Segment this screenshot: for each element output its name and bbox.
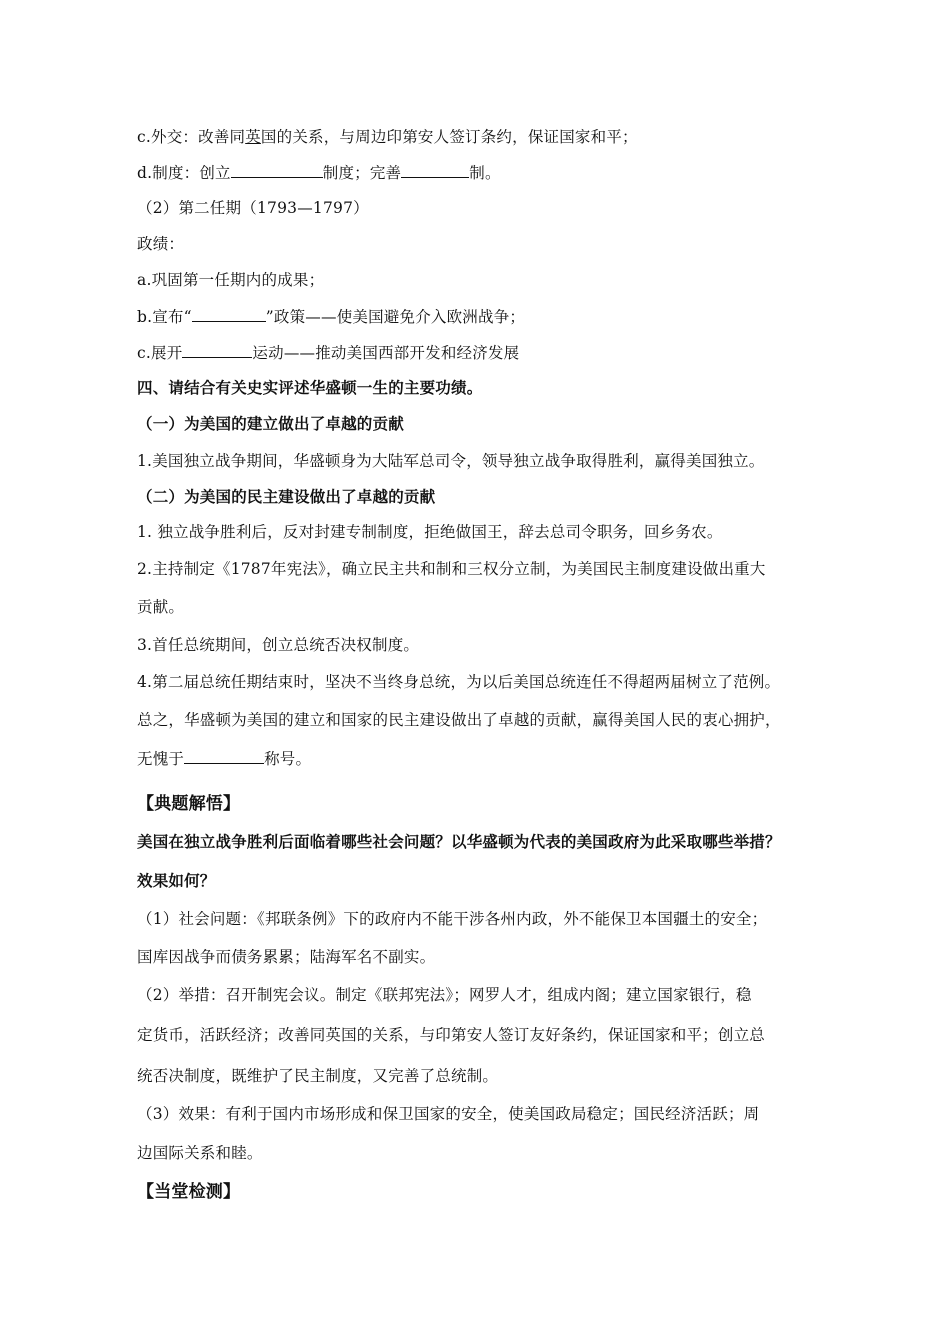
example-heading: 【典题解悟】 [137, 794, 241, 814]
summary-line: 总之，华盛顿为美国的建立和国家的民主建设做出了卓越的贡献，赢得美国人民的衷心拥护， [137, 711, 781, 729]
answer-line: （3）效果：有利于国内市场形成和保卫国家的安全，使美国政局稳定；国民经济活跃；周 [137, 1105, 760, 1123]
subsection-title: （一）为美国的建立做出了卓越的贡献 [137, 415, 404, 433]
check-heading: 【当堂检测】 [137, 1182, 241, 1202]
fill-blank[interactable] [182, 342, 252, 358]
text-segment: 制度；完善 [322, 164, 402, 182]
line-declare [137, 306, 525, 327]
list-item: 1.美国独立战争期间，华盛顿身为大陆军总司令，领导独立战争取得胜利，赢得美国独立。 [137, 452, 765, 470]
text-segment: c.展开 [137, 344, 183, 362]
summary-line [137, 748, 311, 769]
fill-blank[interactable] [231, 162, 323, 178]
text-segment: 称号。 [264, 750, 312, 768]
subsection-title: （二）为美国的民主建设做出了卓越的贡献 [137, 488, 436, 506]
line-launch [137, 342, 519, 363]
answer-line: （1）社会问题：《邦联条例》下的政府内不能干涉各州内政，外不能保卫本国疆土的安全； [137, 910, 768, 928]
answer-line: （2）举措：召开制宪会议。制定《联邦宪法》；网罗人才，组成内阁；建立国家银行，稳 [137, 986, 752, 1004]
answer-line: 定货币，活跃经济；改善同英国的关系，与印第安人签订友好条约，保证国家和平；创立总 [137, 1026, 766, 1044]
answer-line: 统否决制度，既维护了民主制度，又完善了总统制。 [137, 1067, 499, 1085]
list-item: 2.主持制定《1787年宪法》，确立民主共和制和三权分立制，为美国民主制度建设做出重大 [137, 560, 766, 578]
fill-blank[interactable] [401, 162, 469, 178]
text-segment: 制。 [469, 164, 501, 182]
line-system [137, 162, 501, 183]
fill-blank[interactable] [192, 306, 266, 322]
fill-blank[interactable] [184, 748, 264, 764]
line-diplomacy [137, 127, 638, 147]
list-item: 1. 独立战争胜利后，反对封建专制制度，拒绝做国王，辞去总司令职务，回乡务农。 [137, 523, 723, 541]
text-segment: ”政策——使美国避免介入欧洲战争； [265, 308, 526, 326]
answer-line: 国库因战争而债务累累；陆海军名不副实。 [137, 948, 436, 966]
answer-line: 边国际关系和睦。 [137, 1144, 263, 1162]
text-segment: 运动——推动美国西部开发和经济发展 [252, 344, 520, 362]
list-item-continuation: 贡献。 [137, 598, 185, 616]
text-segment: 国的关系，与周边印第安人签订条约，保证国家和平； [260, 128, 638, 146]
text-segment: b.宣布“ [137, 308, 192, 326]
text-segment: 无愧于 [137, 750, 185, 768]
line-achievements: 政绩： [137, 235, 185, 253]
line-consolidate: a.巩固第一任期内的成果； [137, 271, 325, 289]
question-text: 美国在独立战争胜利后面临着哪些社会问题？以华盛顿为代表的美国政府为此采取哪些举措？ [137, 833, 781, 851]
line-second-term: （2）第二任期（1793—1797） [137, 199, 369, 217]
text-segment: d.制度：创立 [137, 164, 231, 182]
list-item: 3.首任总统期间，创立总统否决权制度。 [137, 636, 420, 654]
underlined-text: 英 [245, 128, 261, 146]
text-segment: c.外交：改善同 [137, 128, 246, 146]
question-text: 效果如何？ [137, 872, 216, 890]
list-item: 4.第二届总统任期结束时，坚决不当终身总统，为以后美国总统连任不得超两届树立了范例。 [137, 673, 781, 691]
section-title: 四、请结合有关史实评述华盛顿一生的主要功绩。 [137, 379, 483, 397]
